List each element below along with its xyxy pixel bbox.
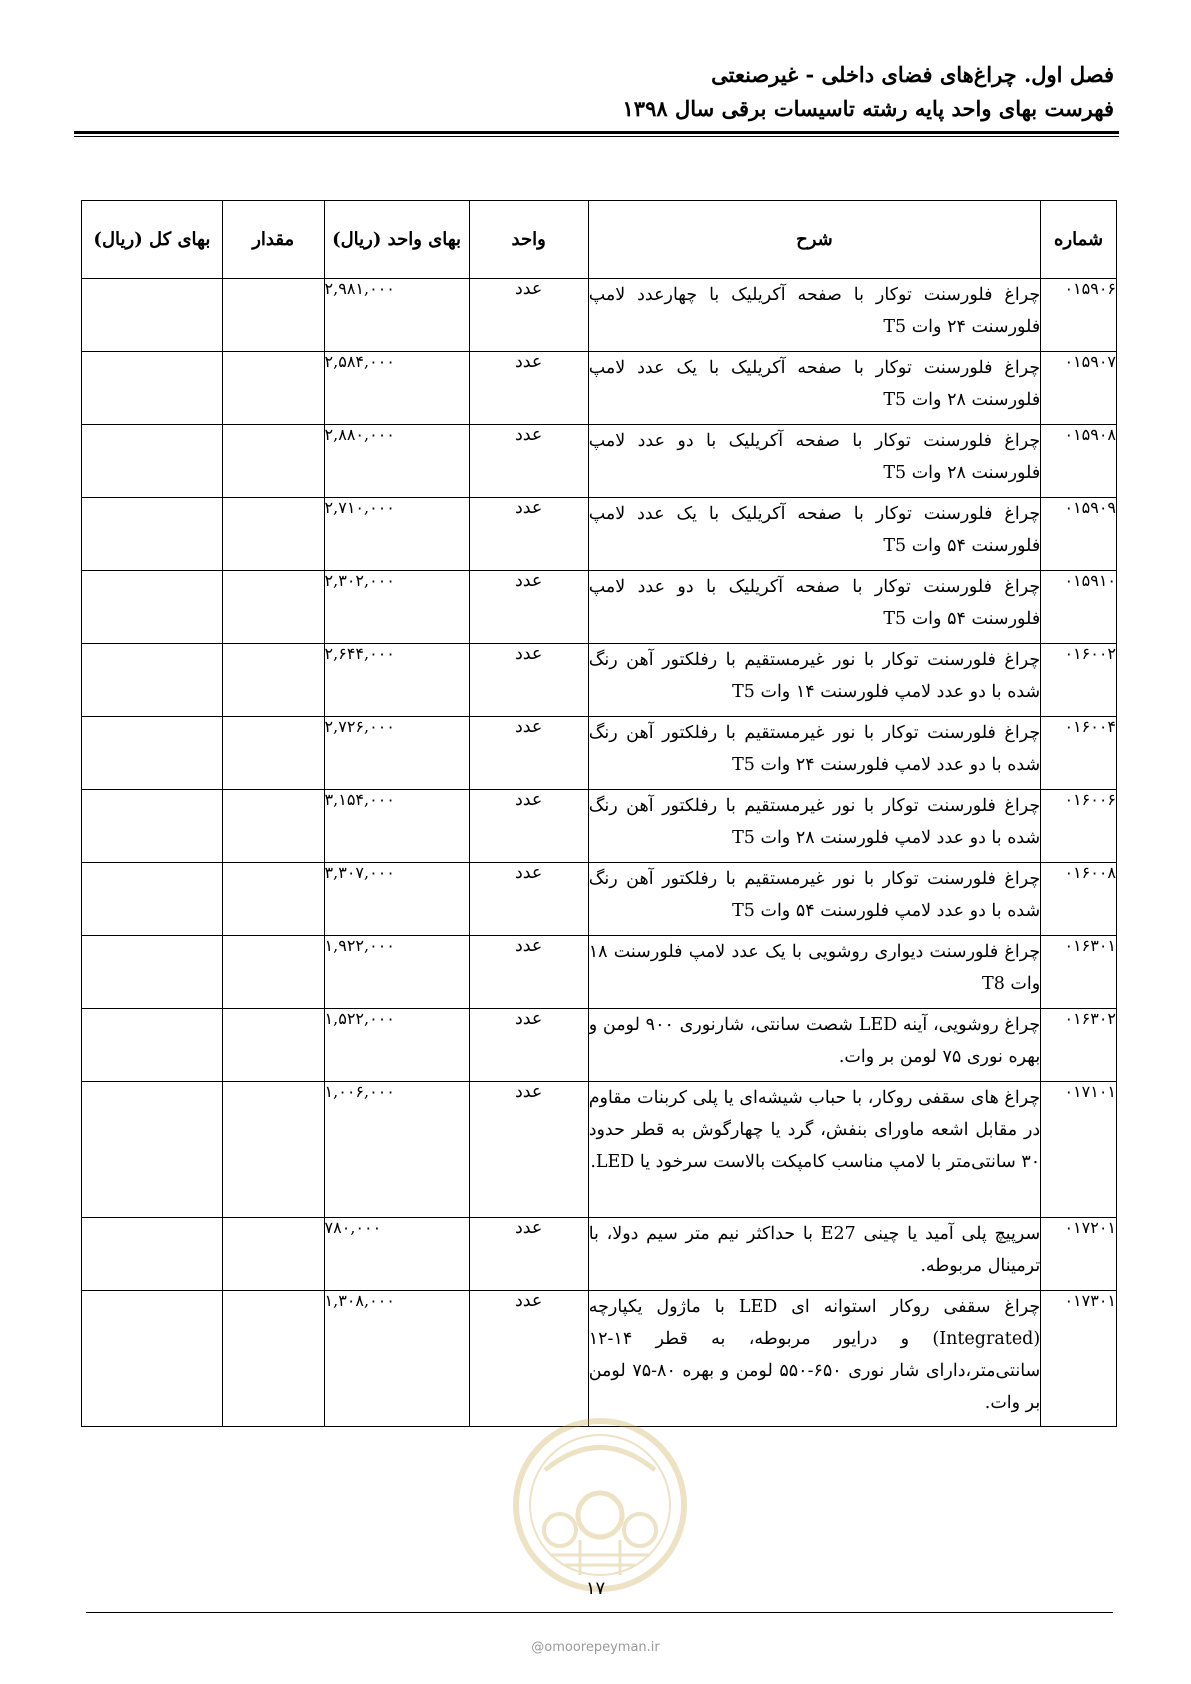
item-quantity xyxy=(222,352,324,425)
page-number: ۱۷ xyxy=(585,1578,606,1599)
item-unit: عدد xyxy=(469,352,588,425)
item-unit-price: ۷۸۰,۰۰۰ xyxy=(324,1218,469,1291)
item-unit: عدد xyxy=(469,498,588,571)
item-quantity xyxy=(222,1009,324,1082)
item-total-price xyxy=(82,498,223,571)
item-number: ۰۱۷۲۰۱ xyxy=(1041,1218,1117,1291)
item-total-price xyxy=(82,790,223,863)
item-number: ۰۱۷۳۰۱ xyxy=(1041,1291,1117,1427)
item-description: سرپیچ پلی آمید یا چینی E27 با حداکثر نیم متر سیم دولا، با ترمینال مربوطه. xyxy=(588,1218,1041,1291)
item-total-price xyxy=(82,717,223,790)
item-total-price xyxy=(82,352,223,425)
item-total-price xyxy=(82,1009,223,1082)
item-unit-price: ۲,۵۸۴,۰۰۰ xyxy=(324,352,469,425)
table-row xyxy=(82,644,1117,717)
item-unit: عدد xyxy=(469,1291,588,1427)
item-unit-price: ۱,۰۰۶,۰۰۰ xyxy=(324,1082,469,1218)
item-number: ۰۱۶۰۰۸ xyxy=(1041,863,1117,936)
page-header xyxy=(74,58,1114,126)
table-header-row xyxy=(82,201,1117,279)
item-number: ۰۱۵۹۱۰ xyxy=(1041,571,1117,644)
item-quantity xyxy=(222,279,324,352)
item-unit: عدد xyxy=(469,1218,588,1291)
item-unit-price: ۲,۳۰۲,۰۰۰ xyxy=(324,571,469,644)
item-number: ۰۱۶۰۰۲ xyxy=(1041,644,1117,717)
item-description: چراغ فلورسنت توکار با صفحه آکریلیک با یک عدد لامپ فلورسنت ۵۴ وات T5 xyxy=(588,498,1041,571)
item-description: چراغ فلورسنت توکار با نور غیرمستقیم با رفلکتور آهن رنگ شده با دو عدد لامپ فلورسنت ۲۸ وات T5 xyxy=(588,790,1041,863)
col-header-unit: واحد xyxy=(469,201,588,279)
item-unit-price: ۱,۳۰۸,۰۰۰ xyxy=(324,1291,469,1427)
item-quantity xyxy=(222,1291,324,1427)
item-description: چراغ فلورسنت توکار با صفحه آکریلیک با دو عدد لامپ فلورسنت ۲۸ وات T5 xyxy=(588,425,1041,498)
item-unit-price: ۲,۸۸۰,۰۰۰ xyxy=(324,425,469,498)
item-number: ۰۱۶۰۰۶ xyxy=(1041,790,1117,863)
item-total-price xyxy=(82,425,223,498)
item-number: ۰۱۵۹۰۹ xyxy=(1041,498,1117,571)
item-unit: عدد xyxy=(469,571,588,644)
item-total-price xyxy=(82,863,223,936)
header-rule-thin xyxy=(74,136,1119,137)
item-unit-price: ۳,۳۰۷,۰۰۰ xyxy=(324,863,469,936)
item-unit-price: ۲,۷۲۶,۰۰۰ xyxy=(324,717,469,790)
item-total-price xyxy=(82,279,223,352)
item-unit: عدد xyxy=(469,644,588,717)
chapter-title: فصل اول. چراغ‌های فضای داخلی - غیرصنعتی xyxy=(711,62,1114,87)
item-unit: عدد xyxy=(469,790,588,863)
item-quantity xyxy=(222,1218,324,1291)
item-unit-price: ۲,۹۸۱,۰۰۰ xyxy=(324,279,469,352)
item-description: چراغ روشویی، آینه LED شصت سانتی، شارنوری ۹۰۰ لومن و بهره نوری ۷۵ لومن بر وات. xyxy=(588,1009,1041,1082)
table-row xyxy=(82,1082,1117,1218)
item-number: ۰۱۶۰۰۴ xyxy=(1041,717,1117,790)
item-description: چراغ فلورسنت توکار با صفحه آکریلیک با یک عدد لامپ فلورسنت ۲۸ وات T5 xyxy=(588,352,1041,425)
item-quantity xyxy=(222,1082,324,1218)
item-quantity xyxy=(222,863,324,936)
item-unit: عدد xyxy=(469,1082,588,1218)
table-row xyxy=(82,425,1117,498)
item-unit: عدد xyxy=(469,936,588,1009)
item-number: ۰۱۵۹۰۷ xyxy=(1041,352,1117,425)
item-quantity xyxy=(222,644,324,717)
item-unit: عدد xyxy=(469,863,588,936)
item-unit: عدد xyxy=(469,1009,588,1082)
item-description: چراغ فلورسنت توکار با نور غیرمستقیم با رفلکتور آهن رنگ شده با دو عدد لامپ فلورسنت ۵۴ وات T5 xyxy=(588,863,1041,936)
table-row xyxy=(82,1291,1117,1427)
col-header-description: شرح xyxy=(588,201,1041,279)
header-rule-thick xyxy=(74,131,1119,134)
item-quantity xyxy=(222,425,324,498)
document-title: فهرست بهای واحد پایه رشته تاسیسات برقی سال ۱۳۹۸ xyxy=(622,96,1114,121)
item-description: چراغ فلورسنت توکار با صفحه آکریلیک با دو عدد لامپ فلورسنت ۵۴ وات T5 xyxy=(588,571,1041,644)
item-total-price xyxy=(82,1218,223,1291)
item-number: ۰۱۶۳۰۲ xyxy=(1041,1009,1117,1082)
item-quantity xyxy=(222,498,324,571)
table-row xyxy=(82,1009,1117,1082)
table-row xyxy=(82,936,1117,1009)
watermark-seal-icon xyxy=(510,1415,690,1595)
item-number: ۰۱۷۱۰۱ xyxy=(1041,1082,1117,1218)
item-number: ۰۱۶۳۰۱ xyxy=(1041,936,1117,1009)
item-number: ۰۱۵۹۰۸ xyxy=(1041,425,1117,498)
item-unit: عدد xyxy=(469,717,588,790)
item-number: ۰۱۵۹۰۶ xyxy=(1041,279,1117,352)
item-quantity xyxy=(222,936,324,1009)
item-total-price xyxy=(82,1291,223,1427)
item-total-price xyxy=(82,644,223,717)
price-list-table xyxy=(81,200,1117,1427)
table-row xyxy=(82,863,1117,936)
item-description: چراغ سقفی روکار استوانه ای LED با ماژول یکپارچه (Integrated) و درایور مربوطه، به قطر ۱۴-۱۲ سانتی‌متر،دارای شار نوری ۶۵۰-۵۵۰ لومن و بهره ۸۰-۷۵ لومن بر وات. xyxy=(588,1291,1041,1427)
item-description: چراغ فلورسنت دیواری روشویی با یک عدد لامپ فلورسنت ۱۸ وات T8 xyxy=(588,936,1041,1009)
item-quantity xyxy=(222,571,324,644)
item-total-price xyxy=(82,1082,223,1218)
col-header-total-price: بهای کل (ریال) xyxy=(82,201,223,279)
item-unit-price: ۱,۹۲۲,۰۰۰ xyxy=(324,936,469,1009)
item-unit-price: ۱,۵۲۲,۰۰۰ xyxy=(324,1009,469,1082)
item-description: چراغ فلورسنت توکار با نور غیرمستقیم با رفلکتور آهن رنگ شده با دو عدد لامپ فلورسنت ۱۴ وات T5 xyxy=(588,644,1041,717)
table-row xyxy=(82,1218,1117,1291)
website-watermark: @omoorepeyman.ir xyxy=(531,1640,660,1655)
table-row xyxy=(82,571,1117,644)
table-row xyxy=(82,717,1117,790)
item-unit-price: ۲,۷۱۰,۰۰۰ xyxy=(324,498,469,571)
item-unit-price: ۳,۱۵۴,۰۰۰ xyxy=(324,790,469,863)
footer-rule xyxy=(86,1612,1113,1613)
table-row xyxy=(82,498,1117,571)
item-unit-price: ۲,۶۴۴,۰۰۰ xyxy=(324,644,469,717)
item-quantity xyxy=(222,717,324,790)
item-description: چراغ های سقفی روکار، با حباب شیشه‌ای یا پلی کربنات مقاوم در مقابل اشعه ماورای بنفش، گرد یا چهارگوش به قطر حدود ۳۰ سانتی‌متر با لامپ مناسب کامپکت بالاست سرخود یا LED. xyxy=(588,1082,1041,1218)
col-header-unit-price: بهای واحد (ریال) xyxy=(324,201,469,279)
item-unit: عدد xyxy=(469,425,588,498)
item-description: چراغ فلورسنت توکار با صفحه آکریلیک با چهارعدد لامپ فلورسنت ۲۴ وات T5 xyxy=(588,279,1041,352)
table-row xyxy=(82,352,1117,425)
item-total-price xyxy=(82,571,223,644)
table-row xyxy=(82,790,1117,863)
item-total-price xyxy=(82,936,223,1009)
table-row xyxy=(82,279,1117,352)
item-quantity xyxy=(222,790,324,863)
item-description: چراغ فلورسنت توکار با نور غیرمستقیم با رفلکتور آهن رنگ شده با دو عدد لامپ فلورسنت ۲۴ وات T5 xyxy=(588,717,1041,790)
col-header-quantity: مقدار xyxy=(222,201,324,279)
item-unit: عدد xyxy=(469,279,588,352)
col-header-number: شماره xyxy=(1041,201,1117,279)
